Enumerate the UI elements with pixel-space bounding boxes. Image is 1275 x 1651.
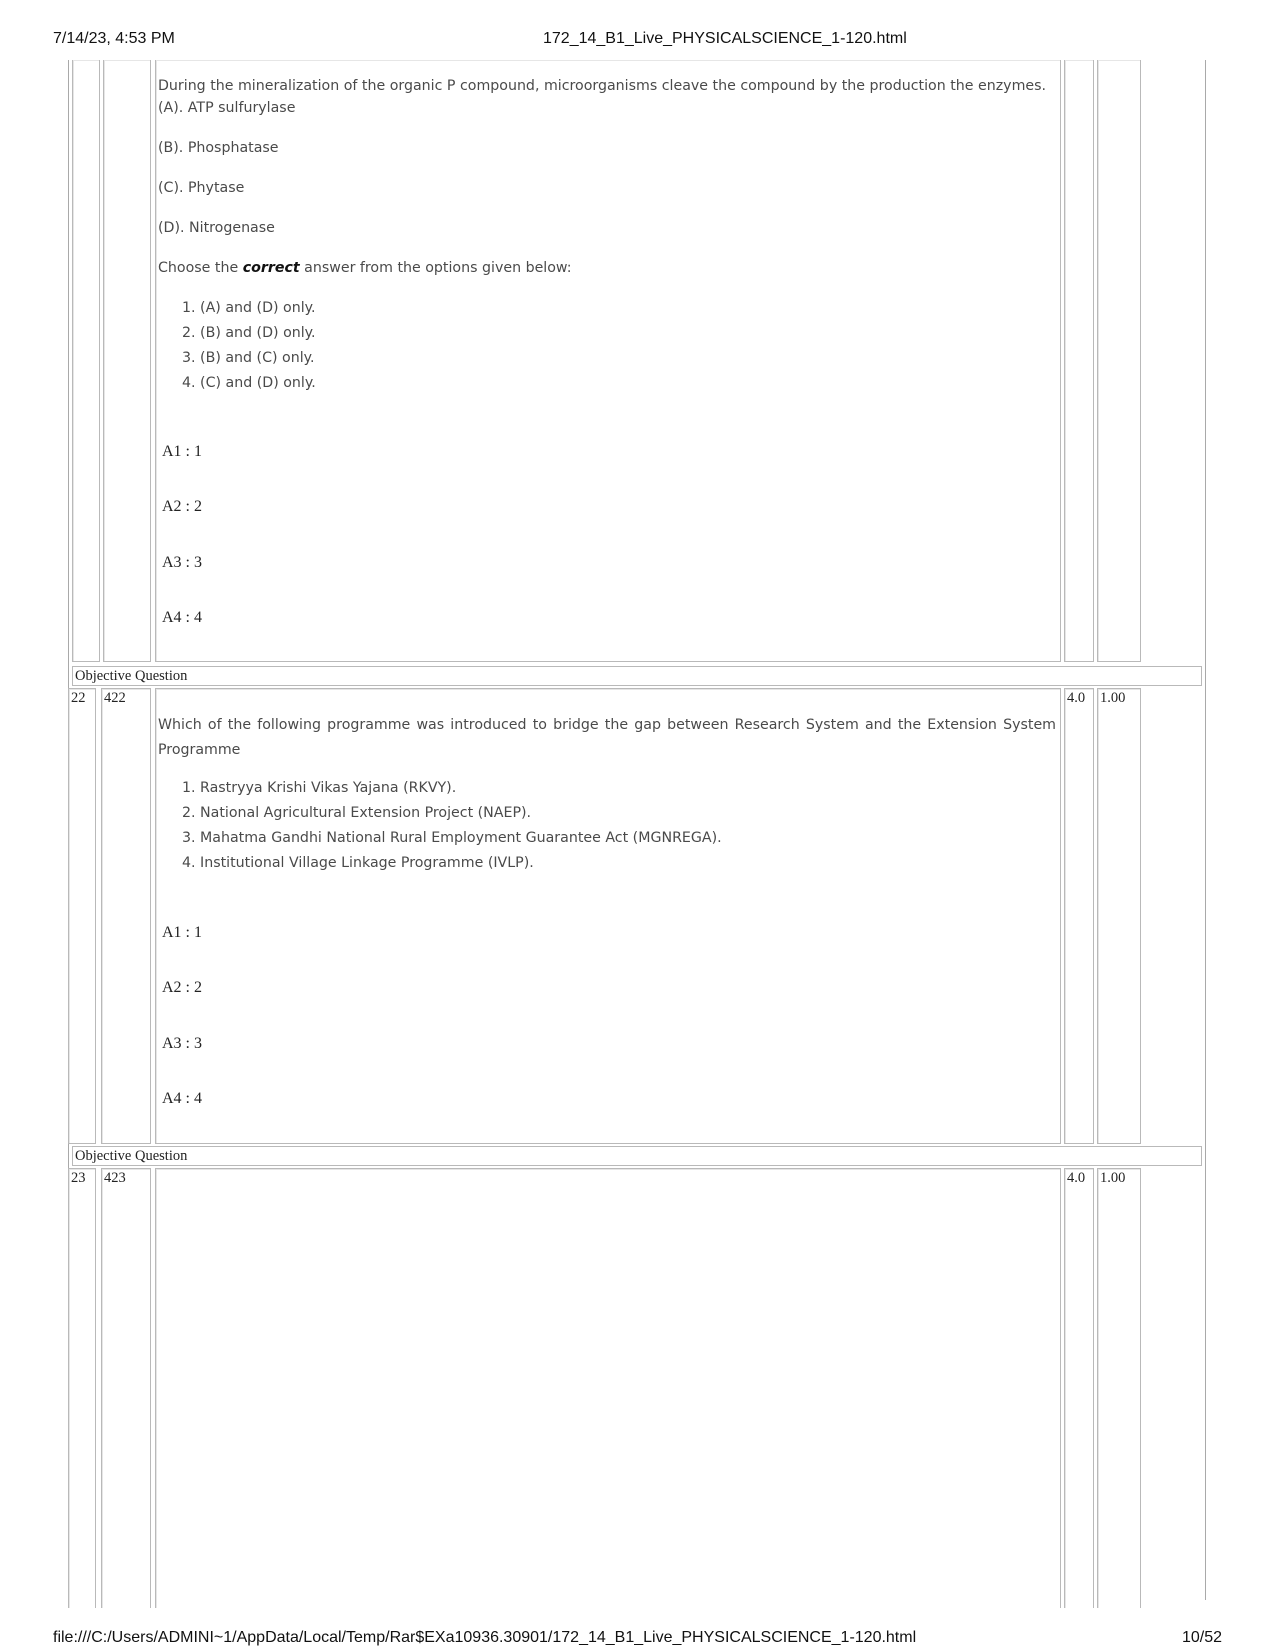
q22-answer-1: A1 : 1 xyxy=(162,924,202,941)
q21-item-a: (A). ATP sulfurylase xyxy=(158,100,296,116)
q21-stem: During the mineralization of the organic P compound, microorganisms cleave the compound by the production the enzymes. xyxy=(158,78,1047,94)
q21-item-d: (D). Nitrogenase xyxy=(158,220,275,236)
q22-answer-4: A4 : 4 xyxy=(162,1090,202,1107)
q21-instruction-emphasis: correct xyxy=(242,260,300,276)
q23-qid-cell xyxy=(101,1168,151,1608)
print-title: 172_14_B1_Live_PHYSICALSCIENCE_1-120.html xyxy=(543,30,907,47)
print-datetime: 7/14/23, 4:53 PM xyxy=(53,30,175,47)
q23-negative-cell xyxy=(1097,1168,1141,1608)
print-page-number: 10/52 xyxy=(1181,1629,1222,1646)
q21-qid-cell xyxy=(103,60,151,662)
q22-serial-number: 22 xyxy=(71,690,86,706)
q21-answer-1: A1 : 1 xyxy=(162,443,202,460)
q21-instruction xyxy=(158,260,572,276)
section-label-objective: Objective Question xyxy=(72,666,1202,686)
q23-marks: 4.0 xyxy=(1067,1170,1086,1186)
q22-option-1: 1. Rastryya Krishi Vikas Yajana (RKVY). xyxy=(182,780,457,796)
q23-marks-cell xyxy=(1064,1168,1094,1608)
q23-body-cell xyxy=(155,1168,1061,1608)
section-label-objective-2: Objective Question xyxy=(72,1146,1202,1166)
q22-answer-3: A3 : 3 xyxy=(162,1035,202,1052)
q21-answer-4: A4 : 4 xyxy=(162,609,202,626)
q21-option-3: 3. (B) and (C) only. xyxy=(182,350,315,366)
q21-instruction-suffix: answer from the options given below: xyxy=(299,260,572,276)
q23-sno-cell xyxy=(68,1168,96,1608)
q21-answer-2: A2 : 2 xyxy=(162,498,202,515)
q22-option-3: 3. Mahatma Gandhi National Rural Employment Guarantee Act (MGNREGA). xyxy=(182,830,722,846)
q21-sno-cell xyxy=(72,60,100,662)
q22-option-4: 4. Institutional Village Linkage Programme (IVLP). xyxy=(182,855,534,871)
q21-options-list xyxy=(182,296,316,396)
q23-question-id: 423 xyxy=(104,1170,126,1186)
q22-option-2: 2. National Agricultural Extension Project (NAEP). xyxy=(182,805,532,821)
q21-item-b: (B). Phosphatase xyxy=(158,140,279,156)
q23-negative-marks: 1.00 xyxy=(1100,1170,1126,1186)
q22-marks-cell xyxy=(1064,688,1094,1144)
q21-option-1: 1. (A) and (D) only. xyxy=(182,300,316,316)
q22-marks: 4.0 xyxy=(1067,690,1086,706)
q22-answer-2: A2 : 2 xyxy=(162,979,202,996)
q21-item-c: (C). Phytase xyxy=(158,180,245,196)
q22-stem: Which of the following programme was introduced to bridge the gap between Research System and the Extension System Programme xyxy=(158,717,1056,758)
q23-serial-number: 23 xyxy=(71,1170,86,1186)
q21-instruction-prefix: Choose the xyxy=(158,260,243,276)
q21-negative-cell xyxy=(1097,60,1141,662)
q22-options-list xyxy=(182,776,722,876)
q21-marks-cell xyxy=(1064,60,1094,662)
q21-option-4: 4. (C) and (D) only. xyxy=(182,375,316,391)
q22-question-id: 422 xyxy=(104,690,126,706)
q21-answer-3: A3 : 3 xyxy=(162,554,202,571)
q22-negative-marks: 1.00 xyxy=(1100,690,1126,706)
q22-negative-cell xyxy=(1097,688,1141,1144)
print-file-path: file:///C:/Users/ADMINI~1/AppData/Local/Temp/Rar$EXa10936.30901/172_14_B1_Live_PHYSICALSCIENCE_1-120.html xyxy=(53,1629,917,1646)
q22-qid-cell xyxy=(101,688,151,1144)
q22-sno-cell xyxy=(68,688,96,1144)
q21-option-2: 2. (B) and (D) only. xyxy=(182,325,316,341)
